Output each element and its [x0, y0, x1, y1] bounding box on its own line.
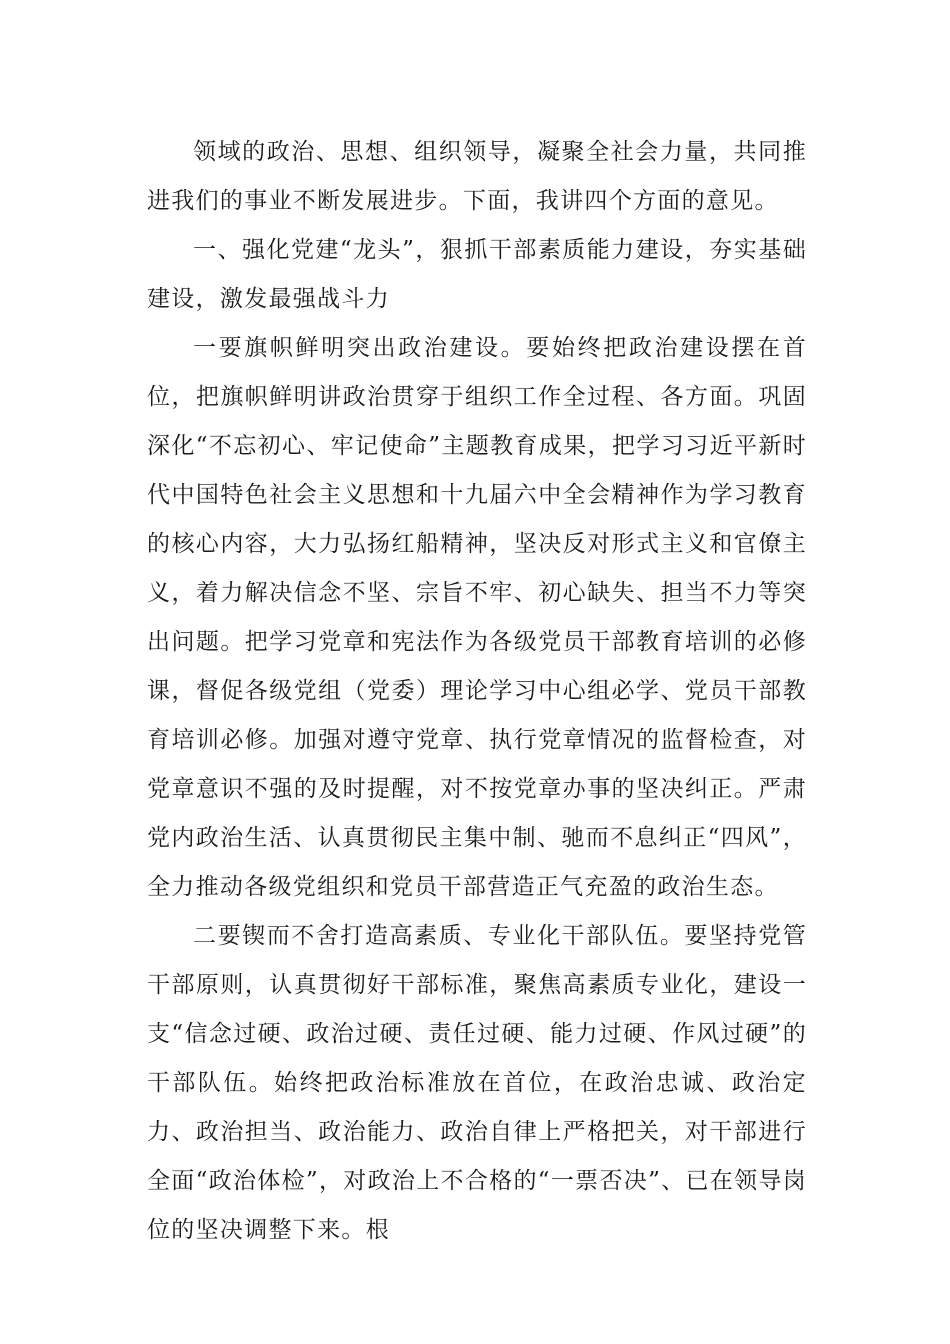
- paragraph-intro: 领域的政治、思想、组织领导，凝聚全社会力量，共同推进我们的事业不断发展进步。下面，我讲四个方面的意见。: [147, 139, 807, 214]
- paragraph-political-building: 一要旗帜鲜明突出政治建设。要始终把政治建设摆在首位，把旗帜鲜明讲政治贯穿于组织工作全过程、各方面。巩固深化“不忘初心、牢记使命”主题教育成果，把学习习近平新时代中国特色社会主义思想和十九届六中全会精神作为学习教育的核心内容，大力弘扬红船精神，坚决反对形式主义和官僚主义，着力解决信念不坚、宗旨不牢、初心缺失、担当不力等突出问题。把学习党章和宪法作为各级党员干部教育培训的必修课，督促各级党组（党委）理论学习中心组必学、党员干部教育培训必修。加强对遵守党章、执行党章情况的监督检查，对党章意识不强的及时提醒，对不按党章办事的坚决纠正。严肃党内政治生活、认真贯彻民主集中制、驰而不息纠正“四风”，全力推动各级党组织和党员干部营造正气充盈的政治生态。: [147, 335, 807, 900]
- section-heading: 一、强化党建“龙头”，狠抓干部素质能力建设，夯实基础建设，激发最强战斗力: [147, 237, 807, 312]
- document-body: [147, 128, 807, 1255]
- paragraph-cadre-team: 二要锲而不舍打造高素质、专业化干部队伍。要坚持党管干部原则，认真贯彻好干部标准，聚焦高素质专业化，建设一支“信念过硬、政治过硬、责任过硬、能力过硬、作风过硬”的干部队伍。始终把政治标准放在首位，在政治忠诚、政治定力、政治担当、政治能力、政治自律上严格把关，对干部进行全面“政治体检”，对政治上不合格的“一票否决”、已在领导岗位的坚决调整下来。根: [147, 923, 807, 1243]
